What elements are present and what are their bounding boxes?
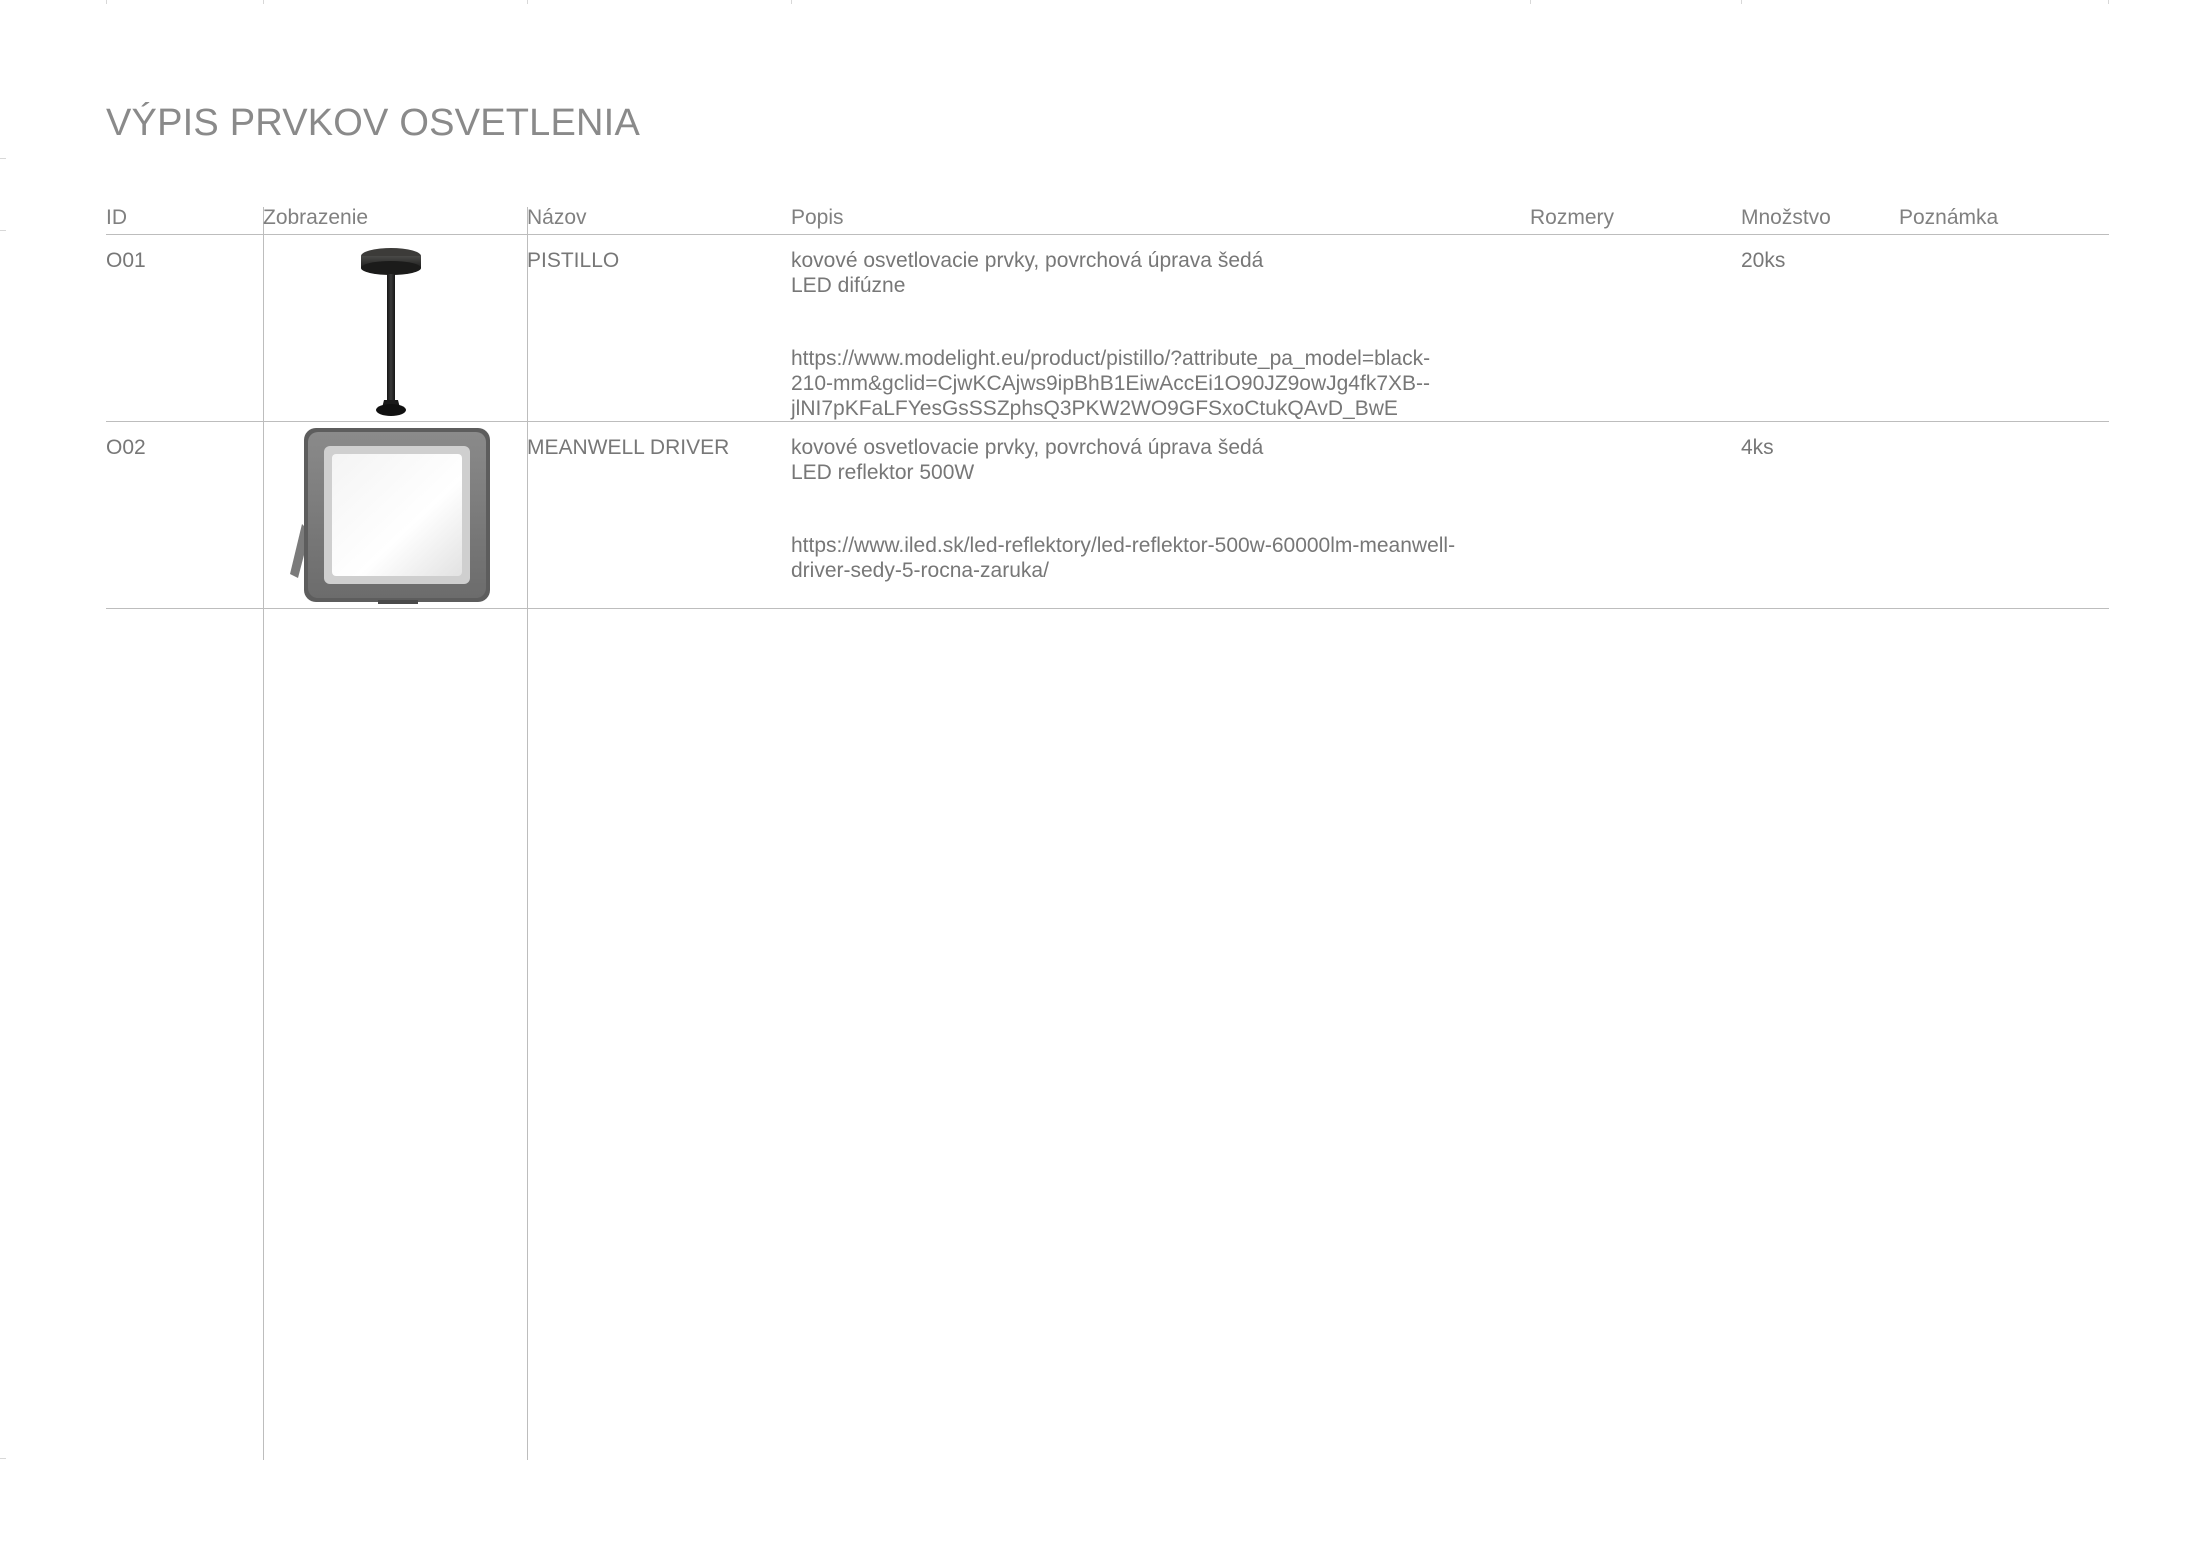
crop-mark <box>106 0 107 4</box>
row-1-link-line-3: jlNI7pKFaLFYesGsSSZphsQ3PKW2WO9GFSxoCtukQAvD_BwE <box>791 397 1398 420</box>
row-1-description-line-1: kovové osvetlovacie prvky, povrchová úprava šedá <box>791 249 1264 272</box>
page-title: VÝPIS PRVKOV OSVETLENIA <box>106 102 640 144</box>
row-1-product-link[interactable] <box>791 346 1430 421</box>
column-header-quantity: Množstvo <box>1741 206 1831 229</box>
row-2-image <box>284 424 496 610</box>
row-2-name: MEANWELL DRIVER <box>527 436 730 459</box>
row-2-description-line-2: LED reflektor 500W <box>791 461 975 484</box>
crop-mark <box>0 158 6 159</box>
row-2-link-line-2: driver-sedy-5-rocna-zaruka/ <box>791 559 1049 582</box>
crop-mark <box>0 1458 6 1459</box>
column-header-id: ID <box>106 206 127 229</box>
row-1-description <box>791 248 1430 421</box>
row-1-id: O01 <box>106 249 146 272</box>
header-rule <box>106 234 2109 235</box>
row-2-description <box>791 435 1455 583</box>
led-floodlight-icon <box>284 424 496 610</box>
row-2-description-line-1: kovové osvetlovacie prvky, povrchová úprava šedá <box>791 436 1264 459</box>
bollard-lamp-icon <box>350 240 430 420</box>
crop-mark <box>2108 0 2109 4</box>
row-2-id: O02 <box>106 436 146 459</box>
column-divider-name <box>527 207 528 1460</box>
row-1-quantity: 20ks <box>1741 249 1786 272</box>
column-header-note: Poznámka <box>1899 206 1999 229</box>
column-header-name: Názov <box>527 206 587 229</box>
column-header-description: Popis <box>791 206 844 229</box>
row-2-link-line-1: https://www.iled.sk/led-reflektory/led-reflektor-500w-60000lm-meanwell- <box>791 534 1456 557</box>
crop-mark <box>527 0 528 4</box>
row-1-description-line-2: LED difúzne <box>791 274 906 297</box>
column-header-image: Zobrazenie <box>263 206 369 229</box>
row-1-image <box>350 240 430 420</box>
crop-mark <box>1530 0 1531 4</box>
row-1-link-line-1: https://www.modelight.eu/product/pistillo/?attribute_pa_model=black- <box>791 347 1431 370</box>
column-divider-image <box>263 207 264 1460</box>
crop-mark <box>263 0 264 4</box>
column-header-dimensions: Rozmery <box>1530 206 1615 229</box>
crop-mark <box>0 230 6 231</box>
crop-mark <box>1741 0 1742 4</box>
row-rule-1 <box>106 421 2109 422</box>
row-1-name: PISTILLO <box>527 249 620 272</box>
crop-mark <box>791 0 792 4</box>
row-1-link-line-2: 210-mm&gclid=CjwKCAjws9ipBhB1EiwAccEi1O90JZ9owJg4fk7XB-- <box>791 372 1430 395</box>
row-2-product-link[interactable] <box>791 533 1455 583</box>
row-2-quantity: 4ks <box>1741 436 1774 459</box>
